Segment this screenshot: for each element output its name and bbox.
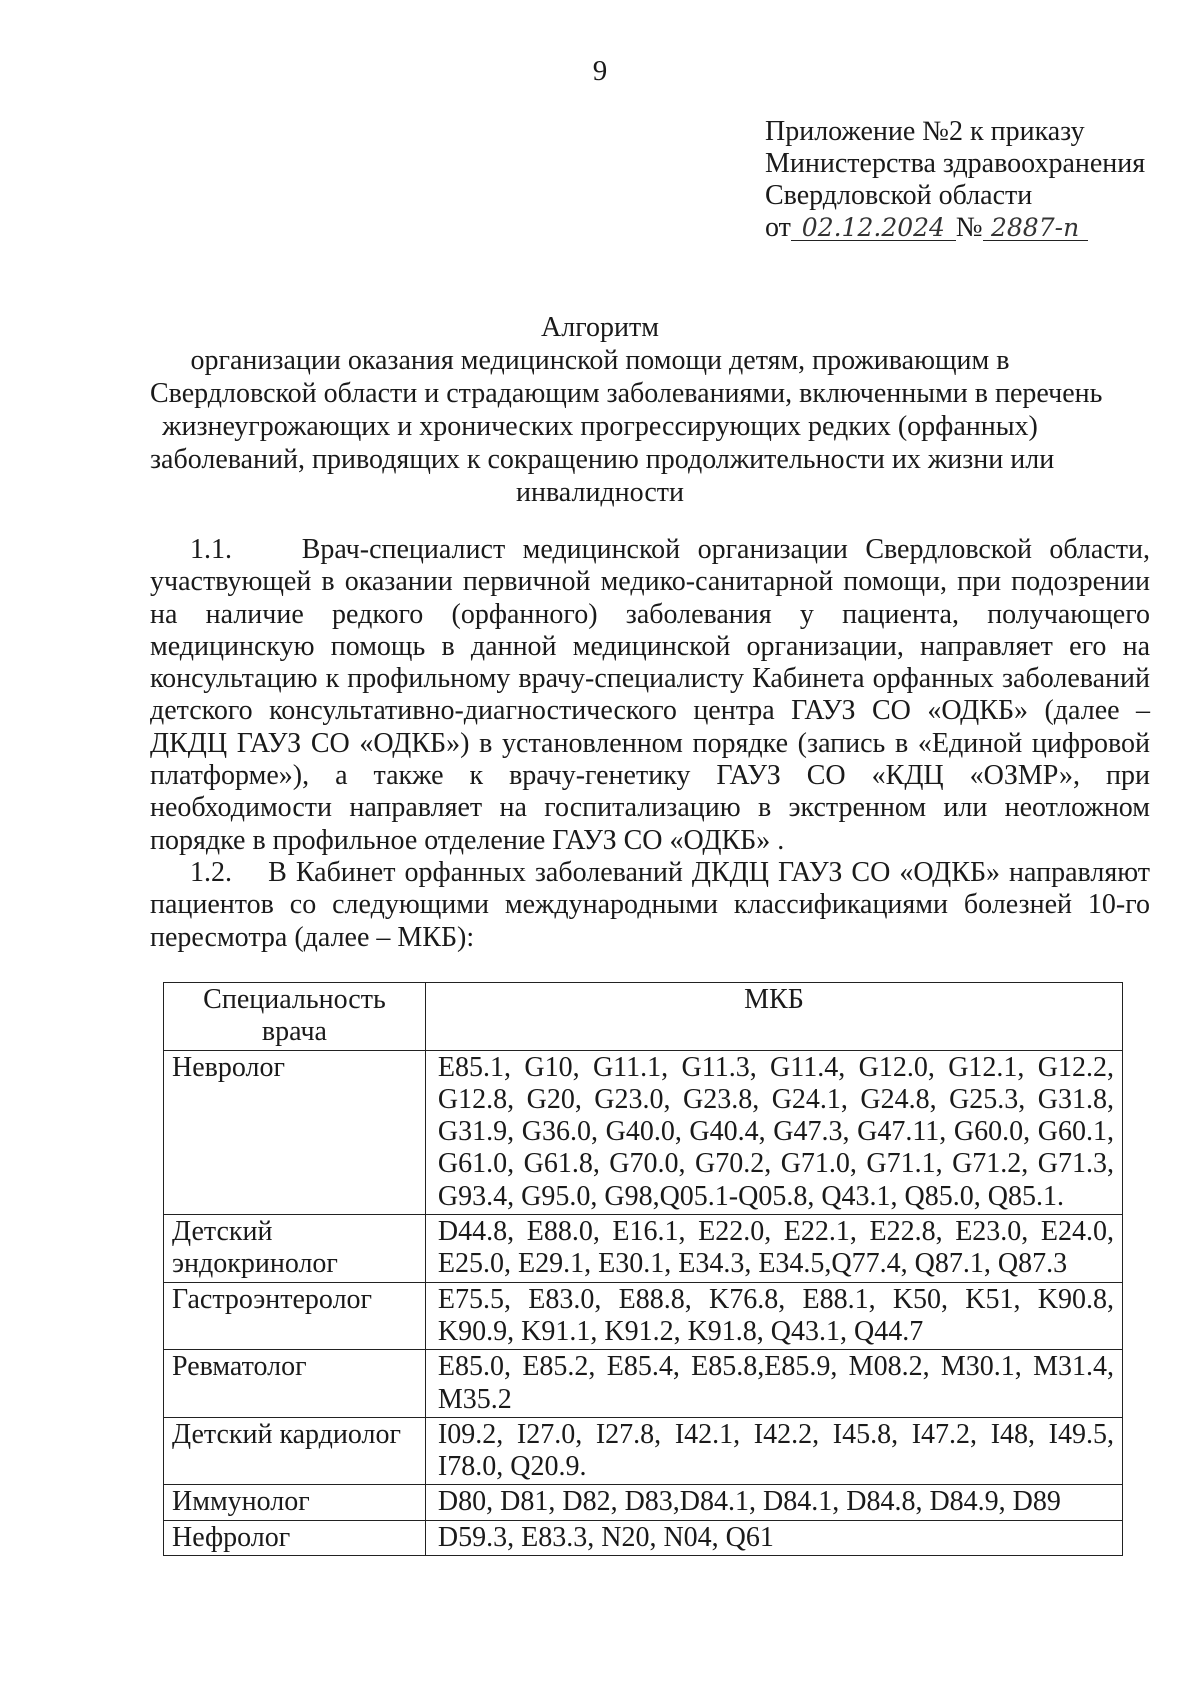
specialty-cell: Ревматолог bbox=[164, 1350, 426, 1418]
paragraph-number: 1.2. bbox=[190, 857, 232, 888]
codes-cell: D59.3, E83.3, N20, N04, Q61 bbox=[425, 1520, 1122, 1555]
codes-cell: D44.8, E88.0, E16.1, E22.0, E22.1, E22.8, E23.0, E24.0, E25.0, E29.1, E30.1, E34.3, E34.5,Q77.4, Q87.1, Q87.3 bbox=[425, 1215, 1122, 1283]
title-line-4: заболеваний, приводящих к сокращению продолжительности их жизни или bbox=[150, 444, 1055, 475]
annex-line-3: Свердловской области bbox=[765, 180, 1033, 211]
order-reference bbox=[765, 212, 1145, 244]
title-heading: Алгоритм bbox=[541, 312, 659, 343]
paragraph-number: 1.1. bbox=[190, 534, 232, 565]
table-row bbox=[164, 1215, 1123, 1283]
specialty-cell: Детский эндокринолог bbox=[164, 1215, 426, 1283]
page-number: 9 bbox=[592, 55, 608, 87]
title-line-3: жизнеугрожающих и хронических прогрессирующих редких (орфанных) bbox=[162, 411, 1038, 442]
table-row bbox=[164, 1485, 1123, 1520]
handwritten-order-number: 2887-п bbox=[983, 216, 1088, 241]
header-icd: МКБ bbox=[425, 983, 1122, 1051]
codes-cell: I09.2, I27.0, I27.8, I42.1, I42.2, I45.8, I47.2, I48, I49.5, I78.0, Q20.9. bbox=[425, 1417, 1122, 1485]
table-row bbox=[164, 1350, 1123, 1418]
specialty-cell: Иммунолог bbox=[164, 1485, 426, 1520]
specialty-cell: Невролог bbox=[164, 1050, 426, 1214]
handwritten-date: 02.12.2024 bbox=[791, 216, 956, 241]
from-label: от bbox=[765, 212, 791, 243]
table-row bbox=[164, 1050, 1123, 1214]
codes-cell: E85.1, G10, G11.1, G11.3, G11.4, G12.0, G12.1, G12.2, G12.8, G20, G23.0, G23.8, G24.1, G24.8, G25.3, G31.8, G31.9, G36.0, G40.0, G40.4, G47.3, G47.11, G60.0, G60.1, G61.0, G61.8, G70.0, G70.2, G71.0, G71.1, G71.2, G71.3, G93.4, G95.0, G98,Q05.1-Q05.8, Q43.1, Q85.0, Q85.1. bbox=[425, 1050, 1122, 1214]
annex-line-2: Министерства здравоохранения bbox=[765, 148, 1146, 179]
table-row bbox=[164, 1417, 1123, 1485]
document-title bbox=[150, 311, 1103, 509]
icd-table bbox=[163, 982, 1123, 1556]
specialty-cell: Детский кардиолог bbox=[164, 1417, 426, 1485]
annex-header bbox=[765, 116, 1145, 244]
annex-line-1: Приложение №2 к приказу bbox=[765, 116, 1085, 147]
paragraph-text: Врач-специалист медицинской организации Свердловской области, участвующей в оказании первичной медико-санитарной помощи, при подозрении на наличие редкого (орфанного) заболевания у пациента, получающего медицинскую помощь в данной медицинской организации, направляет его на консультацию к профильному врачу-специалисту Кабинета орфанных заболеваний детского консультативно-диагностического центра ГАУЗ СО «ОДКБ» (далее – ДКДЦ ГАУЗ СО «ОДКБ») в установленном порядке (запись в «Единой цифровой платформе»), а также к врачу-генетику ГАУЗ СО «КДЦ «ОЗМР», при необходимости направляет на госпитализацию в экстренном или неотложном порядке в профильное отделение ГАУЗ СО «ОДКБ» . bbox=[150, 534, 1150, 856]
codes-cell: D80, D81, D82, D83,D84.1, D84.1, D84.8, D84.9, D89 bbox=[425, 1485, 1122, 1520]
paragraph-text: В Кабинет орфанных заболеваний ДКДЦ ГАУЗ СО «ОДКБ» направляют пациентов со следующими международными классификациями болезней 10-го пересмотра (далее – МКБ): bbox=[150, 857, 1150, 953]
title-line-5: инвалидности bbox=[515, 477, 685, 508]
table-header-row bbox=[164, 983, 1123, 1051]
table-row bbox=[164, 1520, 1123, 1555]
codes-cell: E85.0, E85.2, E85.4, E85.8,E85.9, M08.2, M30.1, M31.4, M35.2 bbox=[425, 1350, 1122, 1418]
codes-cell: E75.5, E83.0, E88.8, K76.8, E88.1, K50, K51, K90.8, K90.9, K91.1, K91.2, K91.8, Q43.1, Q44.7 bbox=[425, 1282, 1122, 1350]
paragraph-1-2 bbox=[150, 857, 1150, 954]
table-row bbox=[164, 1282, 1123, 1350]
paragraph-1-1 bbox=[150, 534, 1150, 857]
title-line-2: Свердловской области и страдающим заболеваниями, включенными в перечень bbox=[150, 378, 1103, 409]
header-specialty: Специальность врача bbox=[164, 983, 426, 1051]
title-line-1: организации оказания медицинской помощи детям, проживающим в bbox=[190, 345, 1010, 376]
specialty-cell: Нефролог bbox=[164, 1520, 426, 1555]
number-label: № bbox=[955, 212, 983, 243]
specialty-cell: Гастроэнтеролог bbox=[164, 1282, 426, 1350]
